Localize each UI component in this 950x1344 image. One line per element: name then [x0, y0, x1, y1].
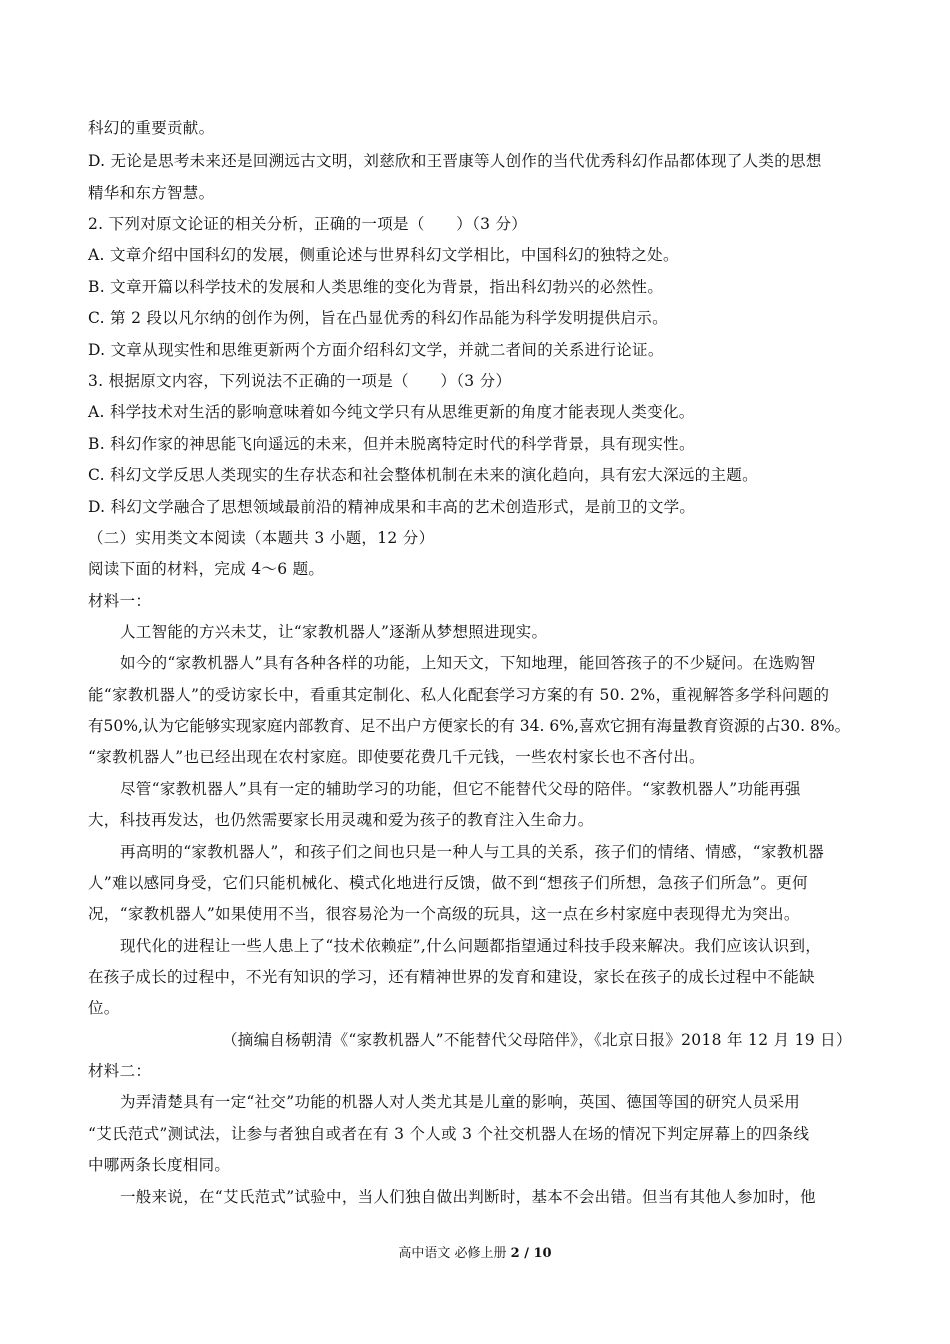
- question-2: 2. 下列对原文论证的相关分析，正确的一项是（ ）（3 分）: [88, 215, 528, 233]
- footer-label: 高中语文 必修上册: [398, 1246, 511, 1261]
- paragraph-line: 大，科技再发达，也仍然需要家长用灵魂和爱为孩子的教育注入生命力。: [88, 811, 594, 829]
- option-a: A. 科学技术对生活的影响意味着如今纯文学只有从思维更新的角度才能表现人类变化。: [88, 403, 695, 421]
- text-line: D. 无论是思考未来还是回溯远古文明，刘慈欣和王晋康等人创作的当代优秀科幻作品都体现了人类的思想: [88, 152, 822, 170]
- paragraph-line: “艾氏范式”测试法，让参与者独自或者在有 3 个人或 3 个社交机器人在场的情况下判定屏幕上的四条线: [88, 1125, 810, 1143]
- paragraph-line: 一般来说，在“艾氏范式”试验中，当人们独自做出判断时，基本不会出错。但当有其他人参加时，他: [120, 1188, 816, 1206]
- option-b: B. 文章开篇以科学技术的发展和人类思维的变化为背景，指出科幻勃兴的必然性。: [88, 278, 664, 296]
- paragraph-line: “家教机器人”也已经出现在农村家庭。即使要花费几千元钱，一些农村家长也不吝付出。: [88, 748, 705, 766]
- option-d: D. 科幻文学融合了思想领域最前沿的精神成果和丰高的艺术创造形式，是前卫的文学。: [88, 498, 696, 516]
- section-heading: （二）实用类文本阅读（本题共 3 小题，12 分）: [88, 529, 435, 547]
- option-c: C. 科幻文学反思人类现实的生存状态和社会整体机制在未来的演化趋向，具有宏大深远的主题。: [88, 466, 758, 484]
- instruction: 阅读下面的材料，完成 4～6 题。: [88, 560, 325, 578]
- material-label: 材料二：: [88, 1062, 152, 1080]
- paragraph-line: 尽管“家教机器人”具有一定的辅助学习的功能，但它不能替代父母的陪伴。“家教机器人”功能再强: [120, 780, 801, 798]
- source-citation: （摘编自杨朝清《“家教机器人”不能替代父母陪伴》，《北京日报》2018 年 12 月 19 日）: [222, 1031, 852, 1049]
- page-footer: [0, 1245, 950, 1263]
- material-label: 材料一：: [88, 592, 152, 610]
- paragraph-line: 为弄清楚具有一定“社交”功能的机器人对人类尤其是儿童的影响，英国、德国等国的研究人员采用: [120, 1093, 801, 1111]
- text-line: 精华和东方智慧。: [88, 184, 215, 202]
- option-d: D. 文章从现实性和思维更新两个方面介绍科幻文学，并就二者间的关系进行论证。: [88, 341, 664, 359]
- paragraph-line: 位。: [88, 999, 120, 1017]
- paragraph-line: 能“家教机器人”的受访家长中，看重其定制化、私人化配套学习方案的有 50. 2%，重视解答多学科问题的: [88, 686, 830, 704]
- paragraph-line: 如今的“家教机器人”具有各种各样的功能，上知天文，下知地理，能回答孩子的不少疑问。在选购智: [120, 654, 816, 672]
- paragraph-line: 中哪两条长度相同。: [88, 1156, 231, 1174]
- text-line: 科幻的重要贡献。: [88, 119, 215, 137]
- page-number: 2 / 10: [510, 1246, 552, 1261]
- paragraph-line: 人工智能的方兴未艾，让“家教机器人”逐渐从梦想照进现实。: [120, 623, 548, 641]
- paragraph-line: 有50%,认为它能够实现家庭内部教育、足不出户方便家长的有 34. 6%,喜欢它拥有海量教育资源的占30. 8%。: [88, 717, 851, 735]
- paragraph-line: 在孩子成长的过程中，不光有知识的学习，还有精神世界的发育和建设，家长在孩子的成长过程中不能缺: [88, 968, 815, 986]
- paragraph-line: 人”难以感同身受，它们只能机械化、模式化地进行反馈，做不到“想孩子们所想，急孩子们所急”。更何: [88, 874, 808, 892]
- question-3: 3. 根据原文内容，下列说法不正确的一项是（ ）（3 分）: [88, 372, 512, 390]
- paragraph-line: 现代化的进程让一些人患上了“技术依赖症”,什么问题都指望通过科技手段来解决。我们应该认识到，: [120, 937, 822, 955]
- option-a: A. 文章介绍中国科幻的发展，侧重论述与世界科幻文学相比，中国科幻的独特之处。: [88, 246, 679, 264]
- option-c: C. 第 2 段以凡尔纳的创作为例，旨在凸显优秀的科幻作品能为科学发明提供启示。: [88, 309, 668, 327]
- paragraph-line: 况，“家教机器人”如果使用不当，很容易沦为一个高级的玩具，这一点在乡村家庭中表现得尤为突出。: [88, 905, 800, 923]
- paragraph-line: 再高明的“家教机器人”，和孩子们之间也只是一种人与工具的关系，孩子们的情绪、情感，“家教机器: [120, 843, 825, 861]
- option-b: B. 科幻作家的神思能飞向遥远的未来，但并未脱离特定时代的科学背景，具有现实性。: [88, 435, 695, 453]
